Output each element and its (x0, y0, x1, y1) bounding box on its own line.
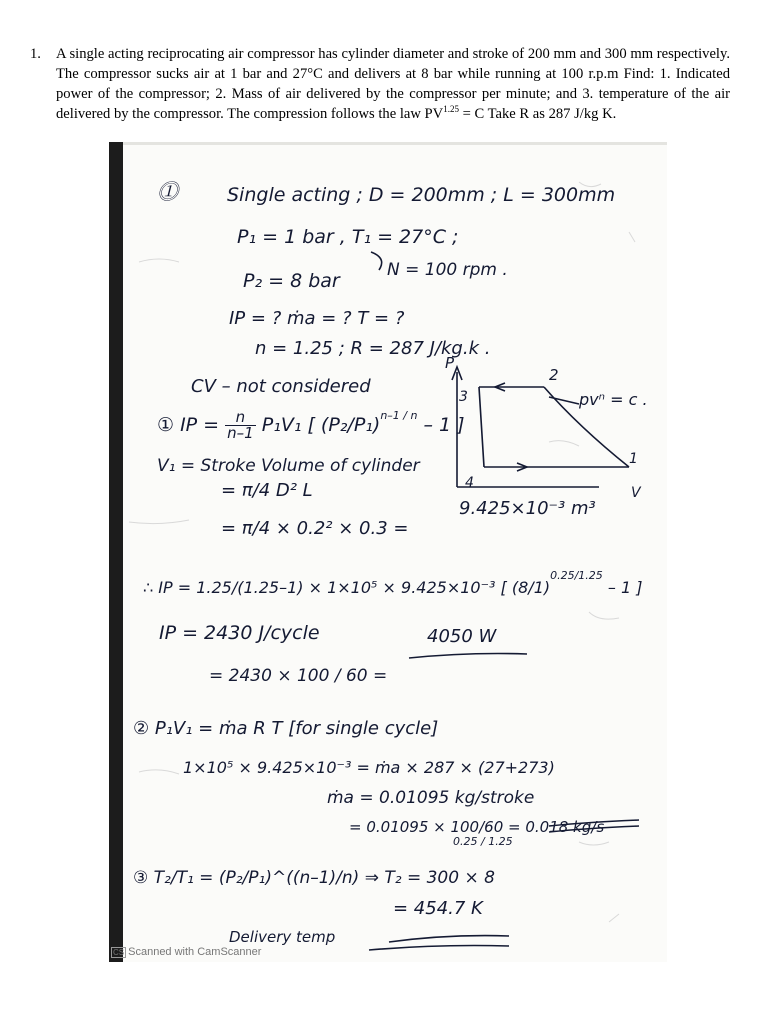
ip-frac-den: n–1 (227, 424, 254, 442)
handwritten-solution-scan (109, 142, 667, 962)
given-line-2: P₁ = 1 bar , T₁ = 27°C ; (237, 226, 459, 248)
diagram-law: pvⁿ = c . (579, 390, 648, 409)
v1-definition: V₁ = Stroke Volume of cylinder (157, 456, 420, 476)
ip-substitution (143, 569, 643, 597)
diagram-point-2: 2 (549, 366, 559, 384)
polytropic-exponent: 1.25 (443, 104, 459, 114)
q2-equation: ② P₁V₁ = ṁa R T [for single cycle] (133, 718, 439, 739)
v1-formula: = π/4 D² L (221, 480, 313, 501)
v1-result: 9.425×10⁻³ m³ (459, 498, 596, 519)
ip-substitution-exp: 0.25/1.25 (550, 569, 603, 582)
ip-formula-tail: – 1 ] (423, 414, 465, 436)
problem-text-main: A single acting reciprocating air compressor has cylinder diameter and stroke of 200 mm and 300 mm respectively. The compressor sucks air at 1 bar and 27°C and delivers at 8 bar while running at 100 r.p.m Find: 1. Indicated power of the compressor; 2. Mass of air delivered by the compressor per minute; and 3. temperature of the air delivered by the compressor. The compression follows the law PV (56, 46, 730, 122)
ip-formula-body: P₁V₁ [ (P₂/P₁) (261, 414, 381, 436)
problem-number: 1. (30, 46, 41, 62)
given-line-4: IP = ? ṁa = ? T = ? (229, 308, 405, 329)
given-line-3b: N = 100 rpm . (387, 260, 508, 280)
ip-value: IP = 2430 J/cycle (159, 622, 320, 644)
ip-substitution-tail: – 1 ] (607, 578, 643, 597)
q2-mass-rate: = 0.01095 × 100/60 = 0.018 kg/s (349, 818, 605, 836)
question-marker-1: ⓵ (157, 180, 178, 204)
problem-statement (30, 44, 730, 124)
q2-substitution: 1×10⁵ × 9.425×10⁻³ = ṁa × 287 × (27+273) (183, 758, 555, 777)
scan-left-edge (109, 142, 123, 962)
q3-result: = 454.7 K (393, 898, 483, 919)
v1-substitution: = π/4 × 0.2² × 0.3 = (221, 518, 409, 539)
q3-equation: ③ T₂/T₁ = (P₂/P₁)^((n–1)/n) ⇒ T₂ = 300 × 8 (133, 868, 495, 888)
diagram-point-4: 4 (465, 475, 474, 491)
ip-formula (157, 410, 465, 441)
ip-formula-label: ① IP = (157, 414, 220, 436)
ip-substitution-body: ∴ IP = 1.25/(1.25–1) × 1×10⁵ × 9.425×10⁻³ [ (8/1) (143, 578, 551, 597)
diagram-p-label: P (445, 354, 455, 372)
problem-text (56, 44, 730, 124)
q3-delivery-label: Delivery temp (229, 928, 336, 946)
ip-power-result: 4050 W (427, 626, 497, 647)
cv-note: CV – not considered (191, 376, 371, 397)
diagram-v-label: V (631, 485, 641, 501)
given-line-1: Single acting ; D = 200mm ; L = 300mm (227, 184, 616, 206)
q3-exponent: 0.25 / 1.25 (453, 835, 513, 848)
diagram-point-3: 3 (459, 389, 468, 405)
q2-mass-per-stroke: ṁa = 0.01095 kg/stroke (327, 788, 535, 808)
given-line-5: n = 1.25 ; R = 287 J/kg.k . (255, 338, 491, 359)
ip-formula-fraction (225, 410, 256, 441)
diagram-point-1: 1 (629, 451, 638, 467)
ip-frac-num: n (225, 410, 256, 426)
camscanner-logo: CS (113, 948, 125, 957)
problem-text-end: = C Take R as 287 J/kg K. (458, 106, 617, 122)
given-line-3a: P₂ = 8 bar (243, 270, 340, 292)
ip-power-calc: = 2430 × 100 / 60 = (209, 666, 388, 686)
camscanner-label: Scanned with CamScanner (128, 946, 262, 958)
ip-formula-exp: n–1 / n (380, 409, 418, 422)
camscanner-watermark (111, 946, 261, 958)
